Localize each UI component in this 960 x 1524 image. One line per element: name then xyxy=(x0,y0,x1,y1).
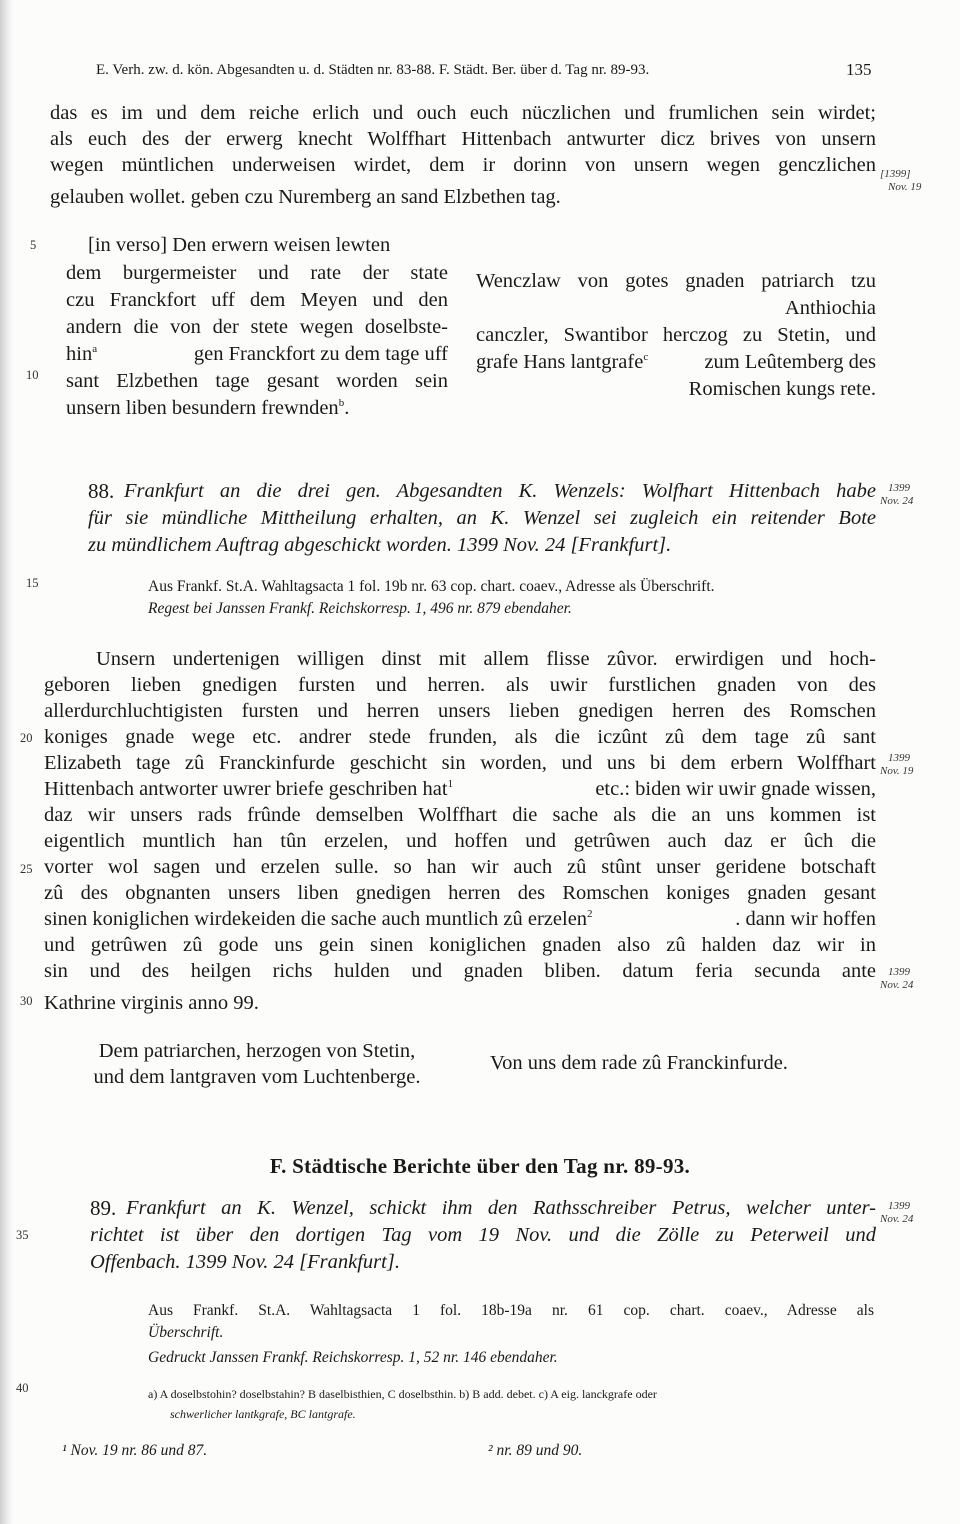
text-line: gelauben wollet. geben czu Nuremberg an sand Elzbethen tag. xyxy=(50,186,561,208)
text-line: daz wir unsers rads frûnde demselben Wolffhart die sache als die an uns kommen ist xyxy=(44,804,876,826)
text-line: Anthiochia xyxy=(784,297,876,319)
document-number: 88. xyxy=(88,479,115,503)
summary-line: zu mündlichem Auftrag abgeschickt worden. 1399 Nov. 24 [Frankfurt]. xyxy=(88,534,672,556)
text-line: unsern liben besundern frewnden$^b$. xyxy=(66,397,350,419)
line-number: 20 xyxy=(20,731,33,745)
binding-shadow xyxy=(0,0,14,1524)
text-line: sant Elzbethen tage gesant worden sein xyxy=(66,370,448,392)
text-line: und getrûwen zû gode uns gein sinen koniglichen gnaden also zû halden daz wir in xyxy=(44,934,876,956)
footnote: ¹ Nov. 19 nr. 86 und 87. xyxy=(62,1442,208,1459)
line-number: 30 xyxy=(20,994,33,1008)
text-line: Elizabeth tage zû Franckinfurde geschicht sin worden, und uns bi dem erbern Wolffhart xyxy=(44,752,876,774)
text-line: wegen müntlichen underweisen wirdet, dem ir dorinn von unsern wegen genczlichen xyxy=(50,154,876,176)
text-line: [in verso] Den erwern weisen lewten xyxy=(88,234,391,256)
line-number: 25 xyxy=(20,862,33,876)
line-number: 40 xyxy=(16,1381,29,1395)
margin-date: 1399 Nov. 19 xyxy=(880,752,914,777)
text-line: das es im und dem reiche erlich und ouch euch nüczlichen und frumlichen sein wirdet; xyxy=(50,102,876,124)
text-line: sin und des heilgen richs hulden und gnaden bliben. datum feria secunda ante xyxy=(44,960,876,982)
text-line: czu Franckfort uff dem Meyen und den xyxy=(66,289,448,311)
text-line: geboren lieben gnedigen fursten und herren. als uwir furstlichen gnaden von des xyxy=(44,674,876,696)
text-line: Hittenbach antworter uwrer briefe geschriben hat$^1$ etc.: biden wir uwir gnade wissen, xyxy=(44,778,876,800)
source-line: Überschrift. xyxy=(148,1324,224,1341)
text-line: vorter wol sagen und erzelen sulle. so han wir auch zû stûnt unser geridene botschaft xyxy=(44,856,876,878)
text-line: Romischen kungs rete. xyxy=(688,378,876,400)
source-line: Aus Frankf. St.A. Wahltagsacta 1 fol. 19b nr. 63 cop. chart. coaev., Adresse als Überschrift. xyxy=(148,578,715,595)
text-line: andern die von der stete wegen doselbste- xyxy=(66,316,448,338)
margin-date: [1399] Nov. 19 xyxy=(880,168,922,193)
page-number: 135 xyxy=(846,60,872,79)
text-line: koniges gnade wege etc. andrer stede frunden, als die iczûnt zû dem tage zû sant xyxy=(44,726,876,748)
address-line: Dem patriarchen, herzogen von Stetin, xyxy=(98,1040,416,1062)
text-line: allerdurchluchtigisten fursten und herren unsers lieben gnedigen herren des Romschen xyxy=(44,700,876,722)
text-line: Unsern undertenigen willigen dinst mit allem flisse zûvor. erwirdigen und hoch- xyxy=(96,648,876,670)
footnote: ² nr. 89 und 90. xyxy=(488,1442,583,1459)
margin-date: 1399 Nov. 24 xyxy=(880,966,914,991)
text-line: eigentlich muntlich han tûn erzelen, und hoffen und getrûwen auch daz er ûch die xyxy=(44,830,876,852)
summary-line: für sie mündliche Mittheilung erhalten, an K. Wenzel sei zugleich ein reitender Bote xyxy=(88,507,876,529)
source-line: Regest bei Janssen Frankf. Reichskorresp. 1, 496 nr. 879 ebendaher. xyxy=(148,600,572,617)
summary-line: richtet ist über den dortigen Tag vom 19 Nov. und die Zölle zu Peterweil und xyxy=(90,1224,876,1246)
text-line: grafe Hans lantgrafe$^c$ zum Leûtemberg des xyxy=(476,351,876,373)
text-line: canczler, Swantibor herczog zu Stetin, und xyxy=(476,324,876,346)
text-line: Kathrine virginis anno 99. xyxy=(44,992,259,1014)
address-line: Von uns dem rade zû Franckinfurde. xyxy=(490,1052,788,1074)
text-line: dem burgermeister und rate der state xyxy=(66,262,448,284)
summary-line: Frankfurt an K. Wenzel, schickt ihm den Rathsschreiber Petrus, welcher unter- xyxy=(126,1197,876,1219)
margin-date: 1399 Nov. 24 xyxy=(880,482,914,507)
source-line: Gedruckt Janssen Frankf. Reichskorresp. 1, 52 nr. 146 ebendaher. xyxy=(148,1349,558,1366)
source-line: Aus Frankf. St.A. Wahltagsacta 1 fol. 18b-19a nr. 61 cop. chart. coaev., Adresse als xyxy=(148,1302,874,1319)
text-line: zû des obgnanten unsers liben gnedigen herren des Romschen koniges gnaden gesant xyxy=(44,882,876,904)
running-title: E. Verh. zw. d. kön. Abgesandten u. d. Städten nr. 83-88. F. Städt. Ber. über d. Tag nr. 89-93. xyxy=(96,62,650,78)
line-number: 10 xyxy=(26,368,39,382)
line-number: 5 xyxy=(30,238,37,252)
text-line: hin$^a$ gen Franckfort zu dem tage uff xyxy=(66,343,448,365)
line-number: 35 xyxy=(16,1228,29,1242)
variant-notes: a) A doselbstohin? doselbstahin? B daselbisthien, C doselbsthin. b) B add. debet. c) A eig. lanckgrafe oder xyxy=(148,1387,657,1401)
document-number: 89. xyxy=(90,1196,117,1220)
variant-notes: schwerlicher lantkgrafe, BC lantgrafe. xyxy=(170,1407,356,1421)
text-line: sinen koniglichen wirdekeiden die sache auch muntlich zû erzelen$^2$ . dann wir hoffen xyxy=(44,908,876,930)
address-line: und dem lantgraven vom Luchtenberge. xyxy=(93,1066,421,1088)
summary-line: Frankfurt an die drei gen. Abgesandten K. Wenzels: Wolfhart Hittenbach habe xyxy=(124,480,876,502)
section-heading: F. Städtische Berichte über den Tag nr. 89-93. xyxy=(269,1154,691,1178)
line-number: 15 xyxy=(26,576,39,590)
text-line: als euch des der erwerg knecht Wolffhart Hittenbach antwurter dicz brives von unsern xyxy=(50,128,876,150)
margin-date: 1399 Nov. 24 xyxy=(880,1200,914,1225)
text-line: Wenczlaw von gotes gnaden patriarch tzu xyxy=(476,270,876,292)
summary-line: Offenbach. 1399 Nov. 24 [Frankfurt]. xyxy=(90,1251,400,1273)
